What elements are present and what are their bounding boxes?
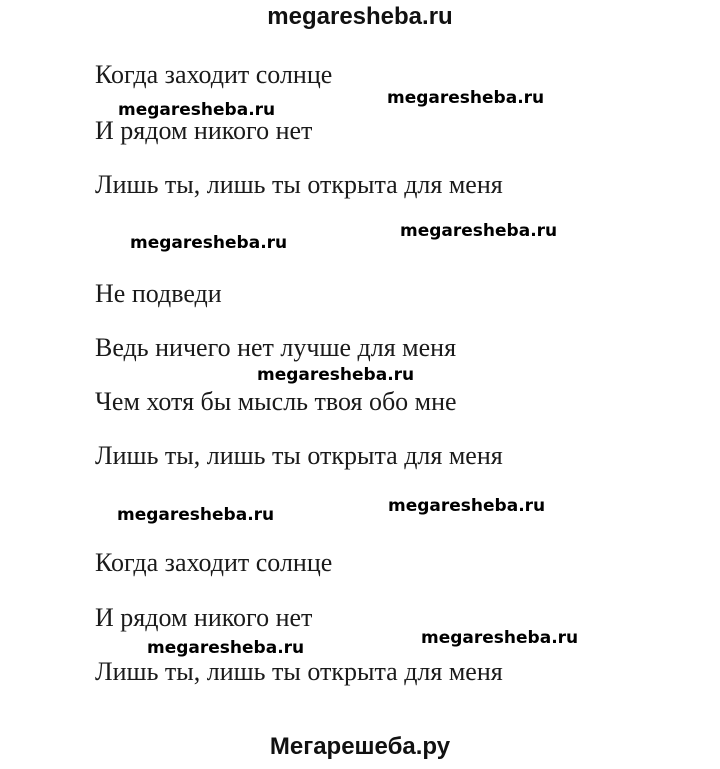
watermark: megaresheba.ru	[387, 88, 545, 108]
lyric-line: Когда заходит солнце	[95, 60, 333, 89]
watermark: megaresheba.ru	[130, 233, 288, 253]
site-footer: Мегарешеба.ру	[269, 733, 451, 760]
lyric-line: И рядом никого нет	[95, 116, 313, 145]
lyric-line: Не подведи	[95, 279, 222, 308]
watermark: megaresheba.ru	[118, 100, 276, 120]
lyric-line: И рядом никого нет	[95, 603, 313, 632]
lyric-line: Лишь ты, лишь ты открыта для меня	[95, 170, 503, 199]
watermark: megaresheba.ru	[117, 505, 275, 525]
watermark: megaresheba.ru	[147, 638, 305, 658]
watermark: megaresheba.ru	[400, 221, 558, 241]
lyric-line: Лишь ты, лишь ты открыта для меня	[95, 441, 503, 470]
watermark: megaresheba.ru	[257, 365, 415, 385]
watermark: megaresheba.ru	[421, 628, 579, 648]
watermark: megaresheba.ru	[388, 496, 546, 516]
lyric-line: Ведь ничего нет лучше для меня	[95, 333, 457, 362]
site-header: megaresheba.ru	[267, 3, 453, 30]
lyric-line: Лишь ты, лишь ты открыта для меня	[95, 657, 503, 686]
lyric-line: Когда заходит солнце	[95, 548, 333, 577]
lyric-line: Чем хотя бы мысль твоя обо мне	[95, 387, 457, 416]
